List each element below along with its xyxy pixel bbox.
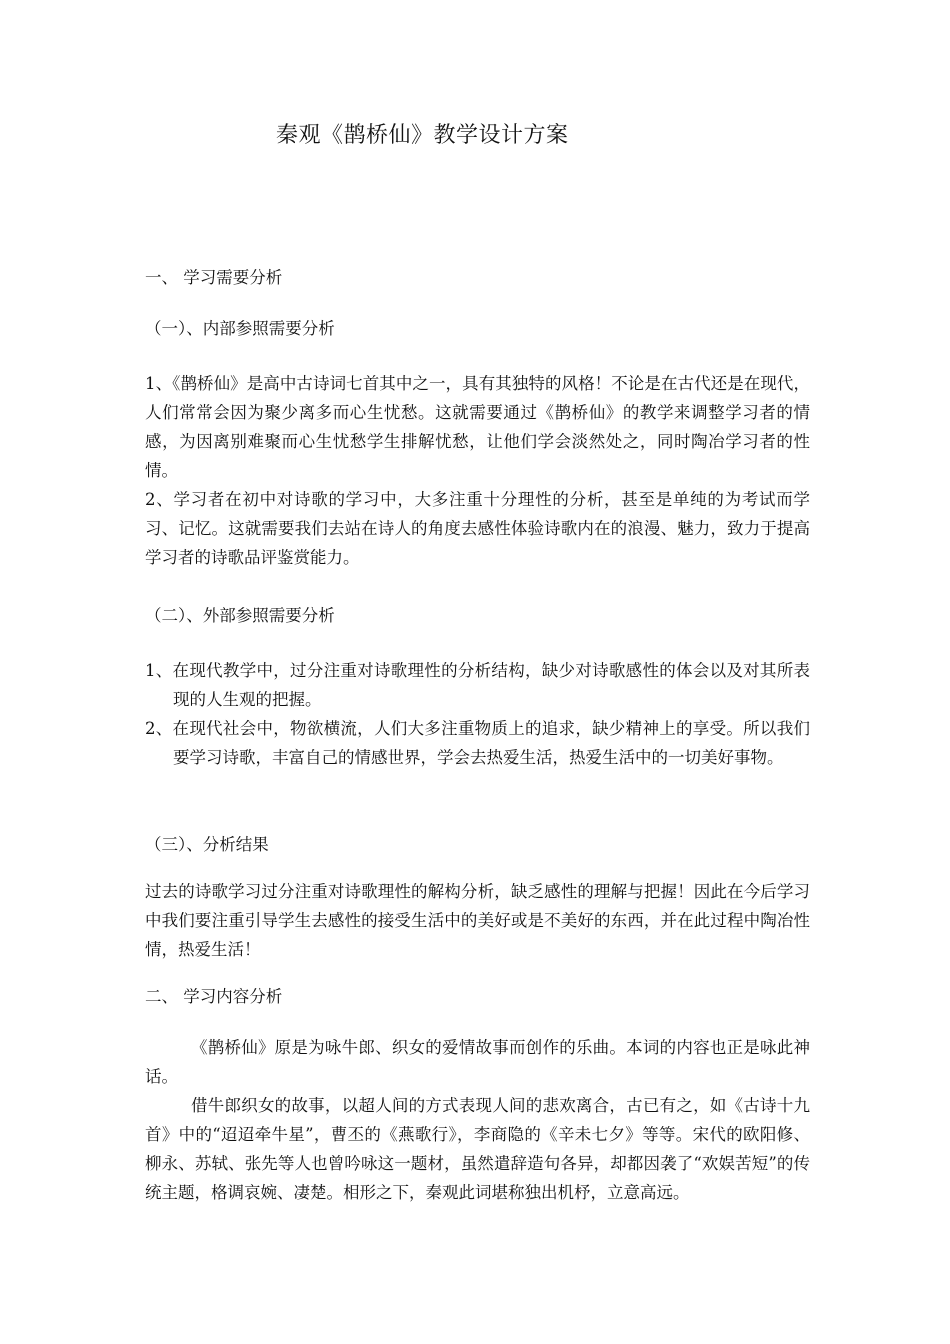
result-paragraph: 过去的诗歌学习过分注重对诗歌理性的解构分析，缺乏感性的理解与把握！因此在今后学习中我们要注重引导学生去感性的接受生活中的美好或是不美好的东西，并在此过程中陶冶性情，热爱生活！	[145, 882, 810, 959]
content-paragraph-2: 借牛郎织女的故事，以超人间的方式表现人间的悲欢离合，古已有之，如《古诗十九首》中的“迢迢牵牛星”，曹丕的《燕歌行》，李商隐的《辛未七夕》等等。宋代的欧阳修、柳永、苏轼、张先等人也曾吟咏这一题材，虽然遣辞造句各异，却都因袭了“欢娱苦短”的传统主题，格调哀婉、凄楚。相形之下，秦观此词堪称独出机杼，立意高远。	[145, 1096, 810, 1202]
subsection-heading-external: （二）、外部参照需要分析	[145, 606, 335, 625]
external-analysis-block	[145, 656, 810, 772]
internal-paragraph-2: 2、学习者在初中对诗歌的学习中，大多注重十分理性的分析，甚至是单纯的为考试而学习、记忆。这就需要我们去站在诗人的角度去感性体验诗歌内在的浪漫、魅力，致力于提高学习者的诗歌品评鉴赏能力。	[145, 490, 810, 567]
document-title: 秦观《鹊桥仙》教学设计方案	[276, 123, 569, 148]
external-item-2: 2、在现代社会中，物欲横流，人们大多注重物质上的追求，缺少精神上的享受。所以我们要学习诗歌，丰富自己的情感世界，学会去热爱生活，热爱生活中的一切美好事物。	[145, 719, 810, 767]
subsection-heading-result: （三）、分析结果	[145, 835, 269, 854]
content-paragraph-1: 《鹊桥仙》原是为咏牛郎、织女的爱情故事而创作的乐曲。本词的内容也正是咏此神话。	[145, 1038, 810, 1086]
section-heading-content-analysis: 二、 学习内容分析	[145, 987, 283, 1006]
external-item-1: 1、在现代教学中，过分注重对诗歌理性的分析结构，缺少对诗歌感性的体会以及对其所表现的人生观的把握。	[145, 661, 810, 709]
internal-paragraph-1: 1、《鹊桥仙》是高中古诗词七首其中之一，具有其独特的风格！不论是在古代还是在现代，人们常常会因为聚少离多而心生忧愁。这就需要通过《鹊桥仙》的教学来调整学习者的情感，为因离别难聚而心生忧愁学生排解忧愁，让他们学会淡然处之，同时陶冶学习者的性情。	[145, 374, 810, 480]
section-heading-learning-needs: 一、 学习需要分析	[145, 268, 283, 287]
content-analysis-block	[145, 1033, 810, 1207]
subsection-heading-internal: （一）、内部参照需要分析	[145, 319, 335, 338]
internal-analysis-block	[145, 369, 810, 572]
result-block	[145, 877, 810, 964]
